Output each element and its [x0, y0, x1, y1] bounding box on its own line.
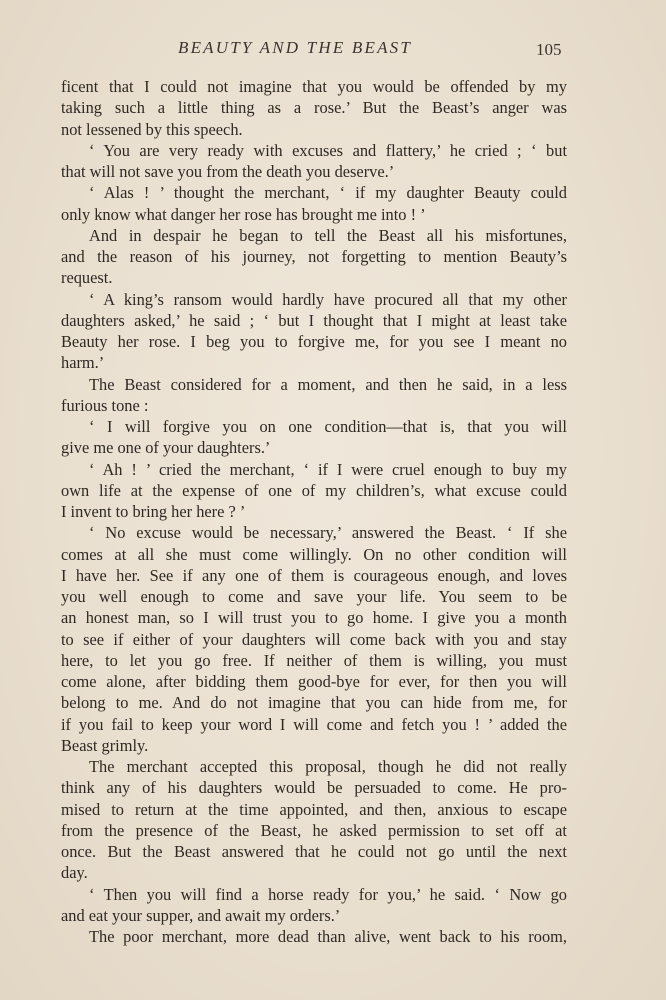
text-line: if you fail to keep your word I will come and fetch you ! ’ added the — [61, 714, 567, 734]
text-line: taking such a little thing as a rose.’ But the Beast’s anger was — [61, 98, 567, 118]
text-line: not lessened by this speech. — [61, 119, 243, 139]
text-line: to see if either of your daughters will come back with you and stay — [61, 629, 567, 649]
text-line: think any of his daughters would be persuaded to come. He pro- — [61, 778, 567, 798]
text-line: ‘ I will forgive you on one condition—that is, that you will — [89, 417, 567, 436]
text-line: daughters asked,’ he said ; ‘ but I thought that I might at least take — [61, 310, 567, 330]
text-line: comes at all she must come willingly. On no other condition will — [61, 544, 567, 564]
text-line: mised to return at the time appointed, and then, anxious to escape — [61, 799, 567, 819]
text-line: Beast grimly. — [61, 735, 149, 755]
text-line: The merchant accepted this proposal, though he did not really — [89, 757, 567, 776]
text-line: Beauty her rose. I beg you to forgive me, for you see I meant no — [61, 332, 567, 351]
text-line: only know what danger her rose has brought me into ! ’ — [61, 204, 426, 224]
text-line: ‘ Ah ! ’ cried the merchant, ‘ if I were cruel enough to buy my — [89, 459, 567, 479]
text-line: an honest man, so I will trust you to go home. I give you a month — [61, 608, 567, 628]
text-line: The Beast considered for a moment, and then he said, in a less — [89, 374, 567, 394]
text-line: that will not save you from the death you deserve.’ — [61, 162, 395, 181]
text-line: come alone, after bidding them good-bye for ever, for then you will — [61, 672, 567, 691]
text-line: And in despair he began to tell the Beast all his misfortunes, — [89, 225, 567, 245]
text-line: request. — [61, 268, 113, 288]
text-line: furious tone : — [61, 395, 149, 415]
text-line: day. — [61, 863, 88, 883]
text-line: ‘ No excuse would be necessary,’ answered the Beast. ‘ If she — [89, 523, 567, 543]
text-line: The poor merchant, more dead than alive, went back to his room, — [89, 927, 567, 946]
text-line: and the reason of his journey, not forgetting to mention Beauty’s — [61, 247, 567, 266]
text-line: I have her. See if any one of them is courageous enough, and loves — [61, 565, 567, 585]
text-line: belong to me. And do not imagine that you can hide from me, for — [61, 693, 567, 713]
page-number: 105 — [536, 40, 562, 59]
text-line: you well enough to come and save your life. You seem to be — [61, 587, 567, 606]
text-line: ‘ Then you will find a horse ready for you,’ he said. ‘ Now go — [89, 884, 567, 904]
text-line: from the presence of the Beast, he asked permission to set off at — [61, 820, 567, 840]
text-line: and eat your supper, and await my orders.’ — [61, 905, 341, 925]
running-head — [0, 38, 666, 64]
text-line: ‘ You are very ready with excuses and flattery,’ he cried ; ‘ but — [89, 140, 567, 160]
text-line: once. But the Beast answered that he could not go until the next — [61, 842, 567, 861]
text-line: own life at the expense of one of my children’s, what excuse could — [61, 480, 567, 500]
text-line: harm.’ — [61, 353, 105, 373]
text-line: I invent to bring her here ? ’ — [61, 502, 246, 521]
body-text — [61, 76, 567, 947]
text-line: here, to let you go free. If neither of them is willing, you must — [61, 650, 567, 670]
running-title: BEAUTY AND THE BEAST — [178, 38, 413, 57]
text-line: ‘ Alas ! ’ thought the merchant, ‘ if my daughter Beauty could — [89, 183, 567, 203]
text-line: ficent that I could not imagine that you would be offended by my — [61, 77, 567, 96]
text-line: give me one of your daughters.’ — [61, 438, 271, 458]
text-line: ‘ A king’s ransom would hardly have procured all that my other — [89, 289, 567, 309]
